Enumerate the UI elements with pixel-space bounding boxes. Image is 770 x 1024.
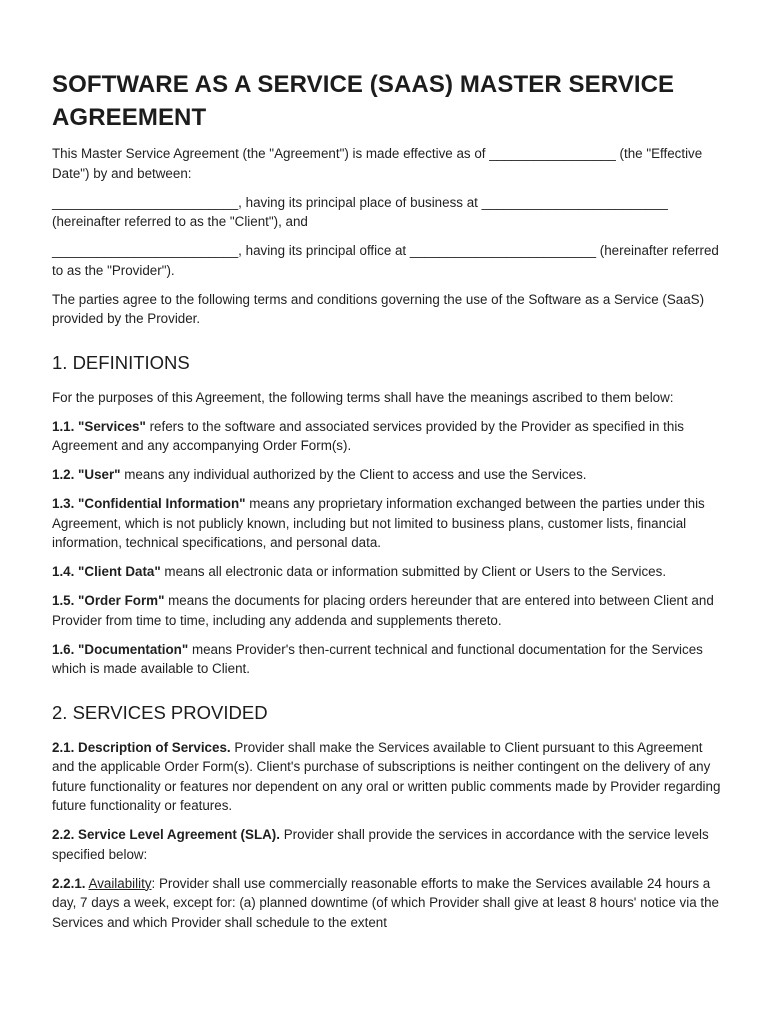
definition-term: 1.2. "User" bbox=[52, 467, 121, 482]
definition-term: 1.5. "Order Form" bbox=[52, 593, 165, 608]
definition-text: means the documents for placing orders hereunder that are entered into between Client and Provider from time to time, including any addenda and supplements thereto. bbox=[52, 593, 714, 628]
definition-term: 1.3. "Confidential Information" bbox=[52, 496, 246, 511]
intro-client-party: _________________________, having its principal place of business at _________________________ (hereinafter referred to as the "Client"), and bbox=[52, 194, 668, 229]
definition-services bbox=[52, 417, 724, 456]
definition-term: 1.4. "Client Data" bbox=[52, 564, 161, 579]
clause-text: Provider shall make the Services available to Client pursuant to this Agreement and the applicable Order Form(s). Client's purchase of subscriptions is neither contingent on the delivery of any future functionality or features nor dependent on any oral or written public comments made by Provider regarding future functionality or features. bbox=[52, 739, 721, 813]
clause-text: Provider shall provide the services in accordance with the service levels specified below: bbox=[52, 827, 709, 862]
document-page bbox=[52, 68, 724, 942]
definition-term: 1.6. "Documentation" bbox=[52, 641, 189, 657]
services-heading: 2. SERVICES PROVIDED bbox=[52, 701, 268, 723]
intro-provider-party: _________________________, having its principal office at _________________________ (hereinafter referred to as the "Provider"). bbox=[52, 243, 719, 278]
definition-client-data bbox=[52, 562, 724, 582]
definition-text: means any individual authorized by the Client to access and use the Services. bbox=[120, 467, 587, 482]
clause-term: 2.2. Service Level Agreement (SLA). bbox=[52, 827, 280, 842]
clause-availability bbox=[52, 874, 724, 933]
clause-text: : Provider shall use commercially reasonable efforts to make the Services available 24 hours a day, 7 days a week, except for: (a) planned downtime (of which Provider shall give at least 8 hours' notice via the Services and which Provider shall schedule to the extent bbox=[52, 875, 719, 930]
clause-service-level-agreement bbox=[52, 825, 724, 864]
definition-confidential-information bbox=[52, 494, 724, 553]
definition-text: refers to the software and associated services provided by the Provider as specified in this Agreement and any accompanying Order Form(s). bbox=[52, 418, 684, 453]
clause-description-of-services bbox=[52, 738, 724, 816]
definitions-heading: 1. DEFINITIONS bbox=[52, 351, 190, 373]
definitions-lead: For the purposes of this Agreement, the following terms shall have the meanings ascribed to them below: bbox=[52, 389, 674, 405]
document-title: SOFTWARE AS A SERVICE (SAAS) MASTER SERVICE AGREEMENT bbox=[52, 71, 675, 131]
definition-documentation bbox=[52, 640, 724, 679]
definition-user bbox=[52, 465, 724, 485]
intro-terms-statement: The parties agree to the following terms and conditions governing the use of the Software as a Service (SaaS) provided by the Provider. bbox=[52, 291, 705, 326]
clause-term: 2.1. Description of Services. bbox=[52, 739, 231, 755]
availability-label: Availability bbox=[88, 875, 152, 891]
clause-number: 2.2.1. bbox=[52, 875, 86, 891]
definition-text: means any proprietary information exchanged between the parties under this Agreement, which is not publicly known, including but not limited to business plans, customer lists, financial information, technical specifications, and personal data. bbox=[52, 496, 705, 550]
definition-order-form bbox=[52, 591, 724, 630]
definition-text: means all electronic data or information submitted by Client or Users to the Services. bbox=[160, 564, 667, 579]
intro-effective-date: This Master Service Agreement (the "Agreement") is made effective as of _________________ (the "Effective Date") by and between: bbox=[52, 146, 703, 181]
definition-term: 1.1. "Services" bbox=[52, 418, 146, 434]
definition-text: means Provider's then-current technical and functional documentation for the Services which is made available to Client. bbox=[52, 641, 703, 676]
